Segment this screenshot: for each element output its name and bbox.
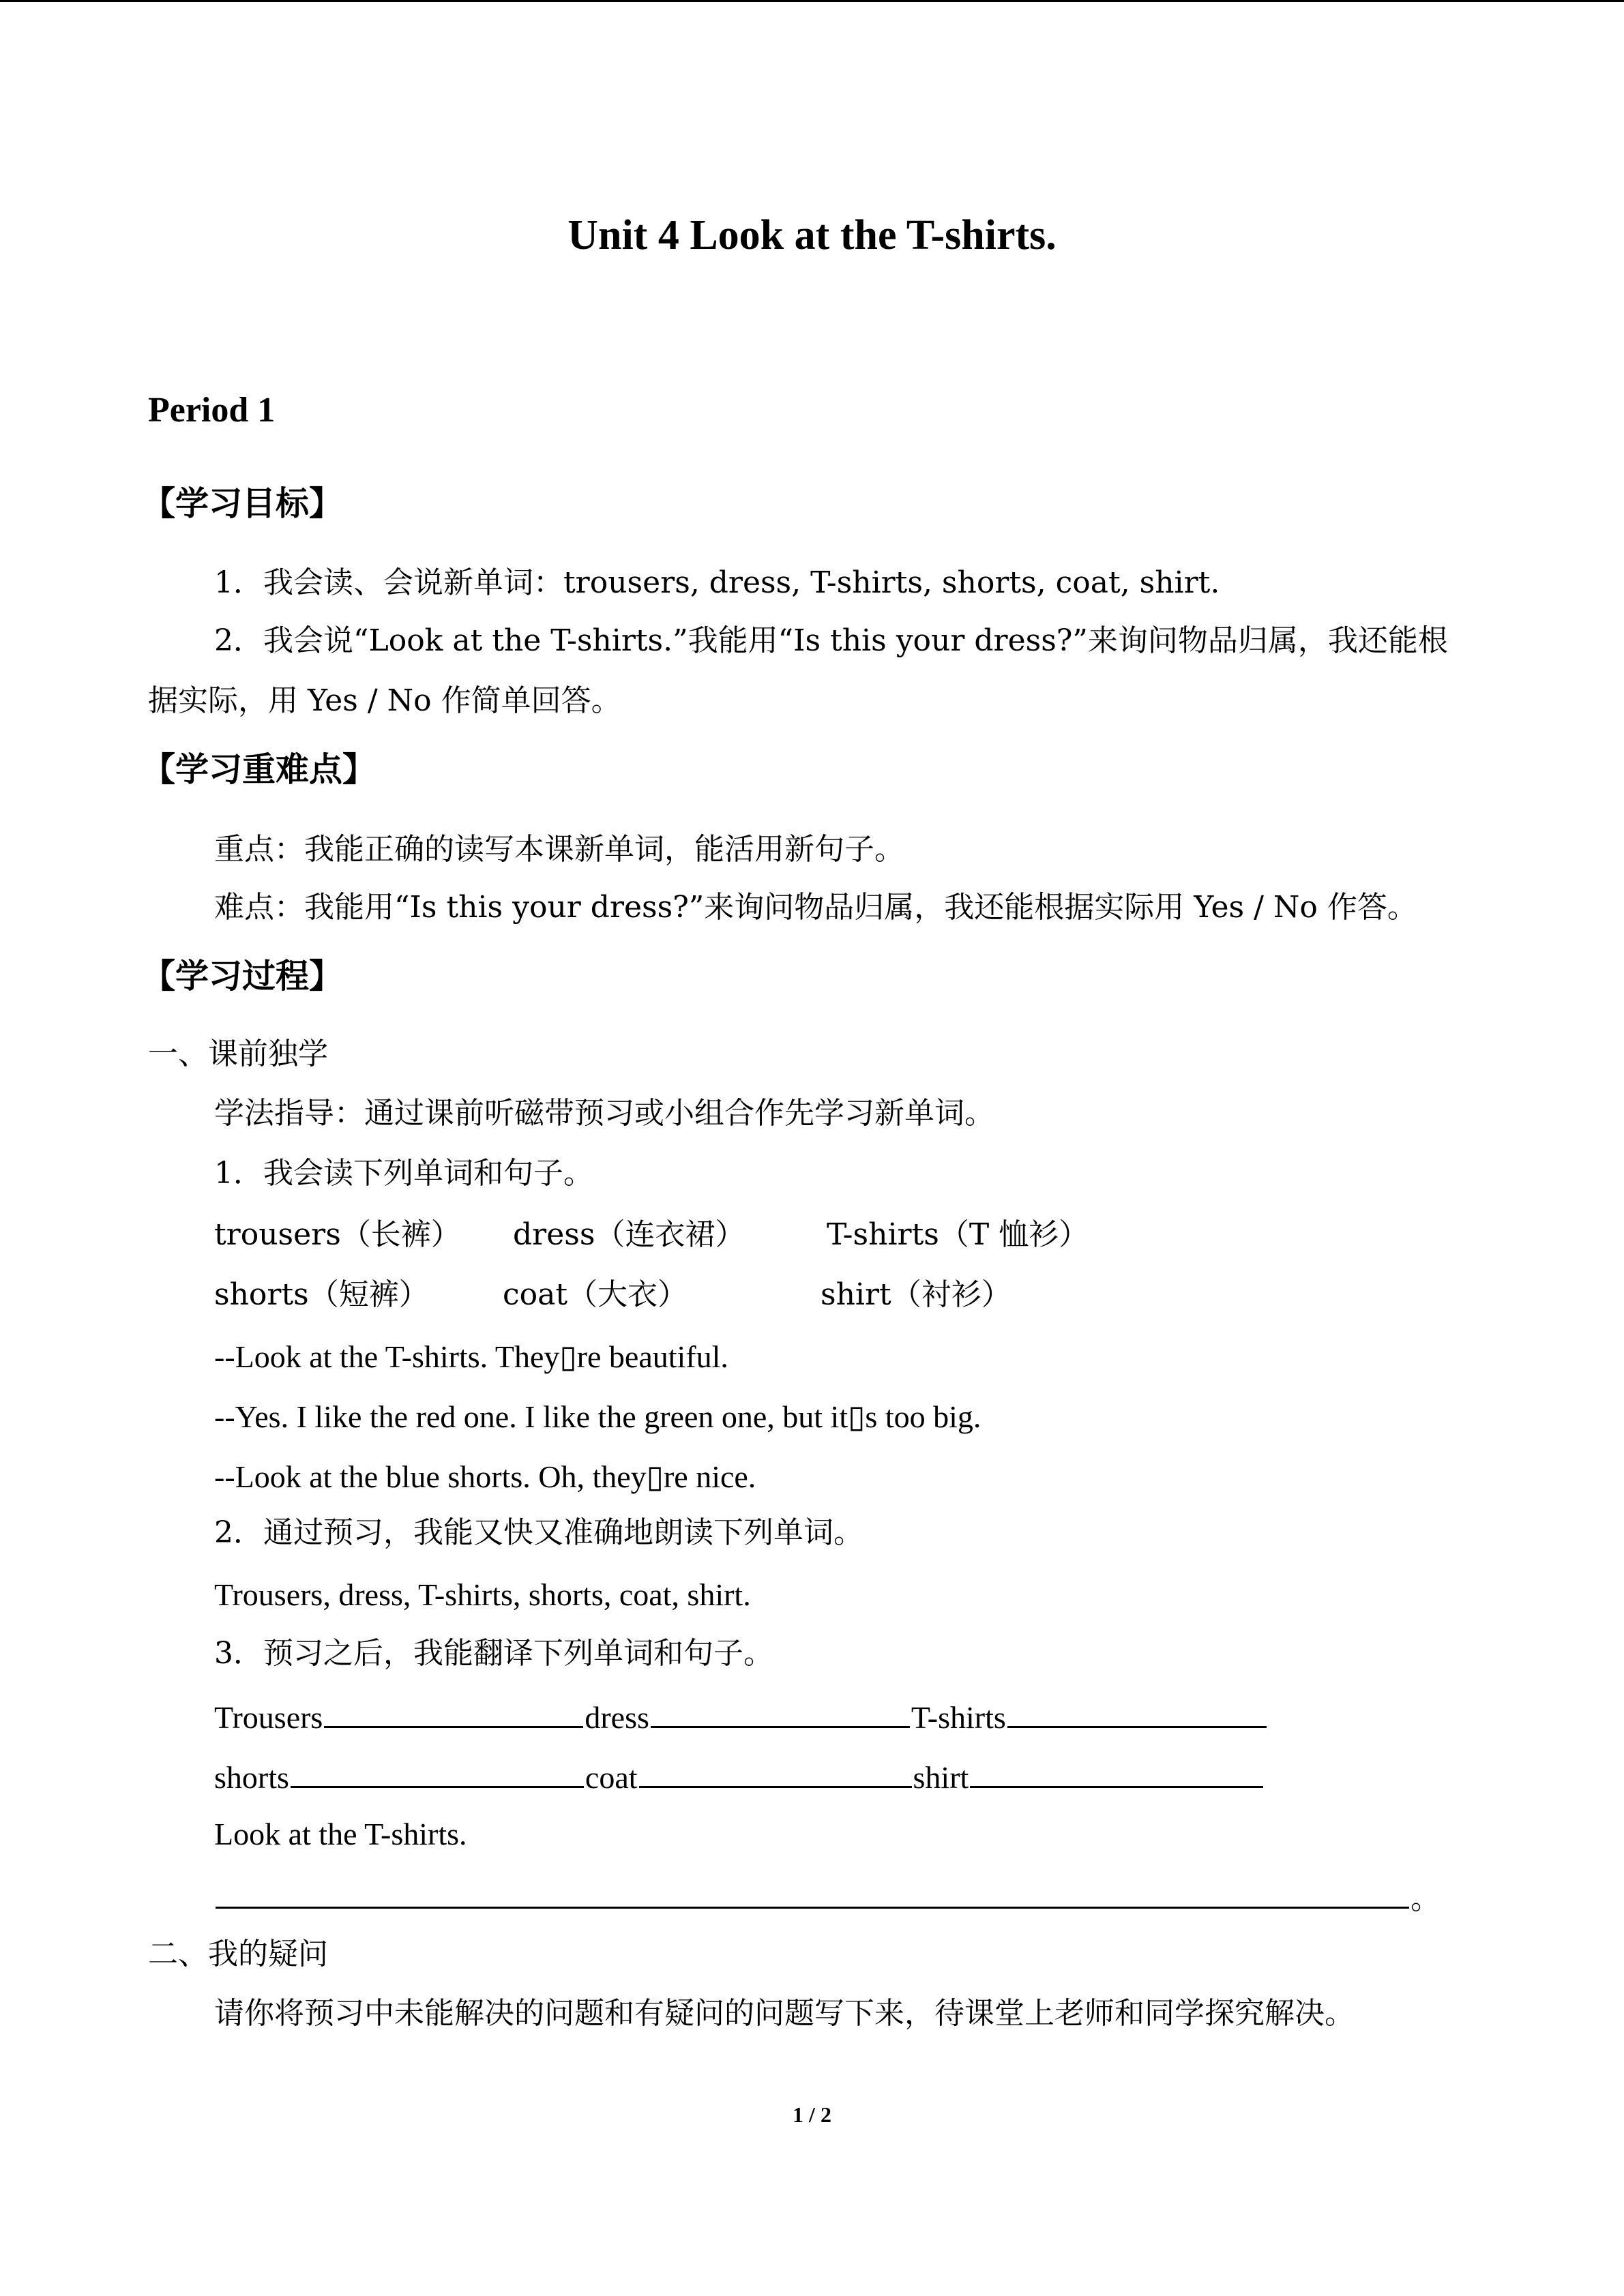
translate-word: coat	[585, 1760, 638, 1795]
translate-word: shirt	[913, 1760, 969, 1795]
key-point: 重点：我能正确的读写本课新单词，能活用新句子。	[214, 832, 904, 867]
part2-heading: 二、我的疑问	[148, 1937, 328, 1971]
translate-word: Trousers	[214, 1700, 323, 1735]
difficult-point: 难点：我能用“Is this your dress?”来询问物品归属，我还能根据实际用 Yes / No 作答。	[214, 890, 1417, 925]
translate-row-2	[214, 1756, 1265, 1795]
translate-sentence: Look at the T-shirts.	[214, 1817, 467, 1851]
page-number: 1 / 2	[793, 2102, 831, 2127]
translate-word: T-shirts	[911, 1700, 1006, 1735]
goals-heading: 【学习目标】	[142, 484, 343, 523]
question-2-words: Trousers, dress, T-shirts, shorts, coat, shirt.	[214, 1577, 751, 1612]
sentence-end-mark: 。	[1411, 1881, 1441, 1916]
document-title: Unit 4 Look at the T-shirts.	[567, 212, 1057, 258]
page-border	[0, 0, 1624, 2]
goal-1: 1．我会读、会说新单词：trousers, dress, T-shirts, shorts, coat, shirt.	[214, 565, 1220, 600]
vocab-item: T-shirts（T 恤衫）	[827, 1217, 1089, 1252]
goal-2-line-1: 2．我会说“Look at the T-shirts.”我能用“Is this your dress?”来询问物品归属，我还能根	[214, 623, 1448, 658]
answer-blank[interactable]	[1007, 1696, 1267, 1728]
vocab-item: shorts（短裤）	[214, 1277, 429, 1312]
answer-blank[interactable]	[216, 1877, 1409, 1909]
vocab-item: trousers（长裤）	[214, 1217, 461, 1252]
key-difficult-heading: 【学习重难点】	[142, 750, 377, 789]
answer-blank[interactable]	[291, 1756, 584, 1788]
process-heading: 【学习过程】	[142, 957, 343, 996]
part2-instruction: 请你将预习中未能解决的问题和有疑问的问题写下来，待课堂上老师和同学探究解决。	[214, 1996, 1355, 2031]
sentence-answer-line	[214, 1877, 1441, 1918]
translate-row-1	[214, 1696, 1268, 1735]
dialog-line-2: --Yes. I like the red one. I like the green one, but it▯s too big.	[214, 1399, 981, 1434]
translate-word: shorts	[214, 1760, 289, 1795]
answer-blank[interactable]	[651, 1696, 910, 1728]
vocab-item: dress（连衣裙）	[513, 1217, 745, 1252]
question-3: 3．预习之后，我能翻译下列单词和句子。	[214, 1636, 773, 1671]
study-guide: 学法指导：通过课前听磁带预习或小组合作先学习新单词。	[214, 1096, 994, 1131]
vocab-item: coat（大衣）	[503, 1277, 688, 1312]
vocab-item: shirt（衬衫）	[821, 1277, 1012, 1312]
answer-blank[interactable]	[639, 1756, 912, 1788]
question-2: 2．通过预习，我能又快又准确地朗读下列单词。	[214, 1515, 863, 1550]
dialog-line-3: --Look at the blue shorts. Oh, they▯re nice.	[214, 1459, 756, 1494]
goal-2-line-2: 据实际，用 Yes / No 作简单回答。	[148, 683, 621, 718]
part1-heading: 一、课前独学	[148, 1037, 328, 1071]
answer-blank[interactable]	[324, 1696, 583, 1728]
period-heading: Period 1	[148, 391, 276, 430]
translate-word: dress	[585, 1700, 649, 1735]
answer-blank[interactable]	[970, 1756, 1263, 1788]
dialog-line-1: --Look at the T-shirts. They▯re beautiful.	[214, 1339, 728, 1374]
question-1: 1．我会读下列单词和句子。	[214, 1156, 593, 1191]
